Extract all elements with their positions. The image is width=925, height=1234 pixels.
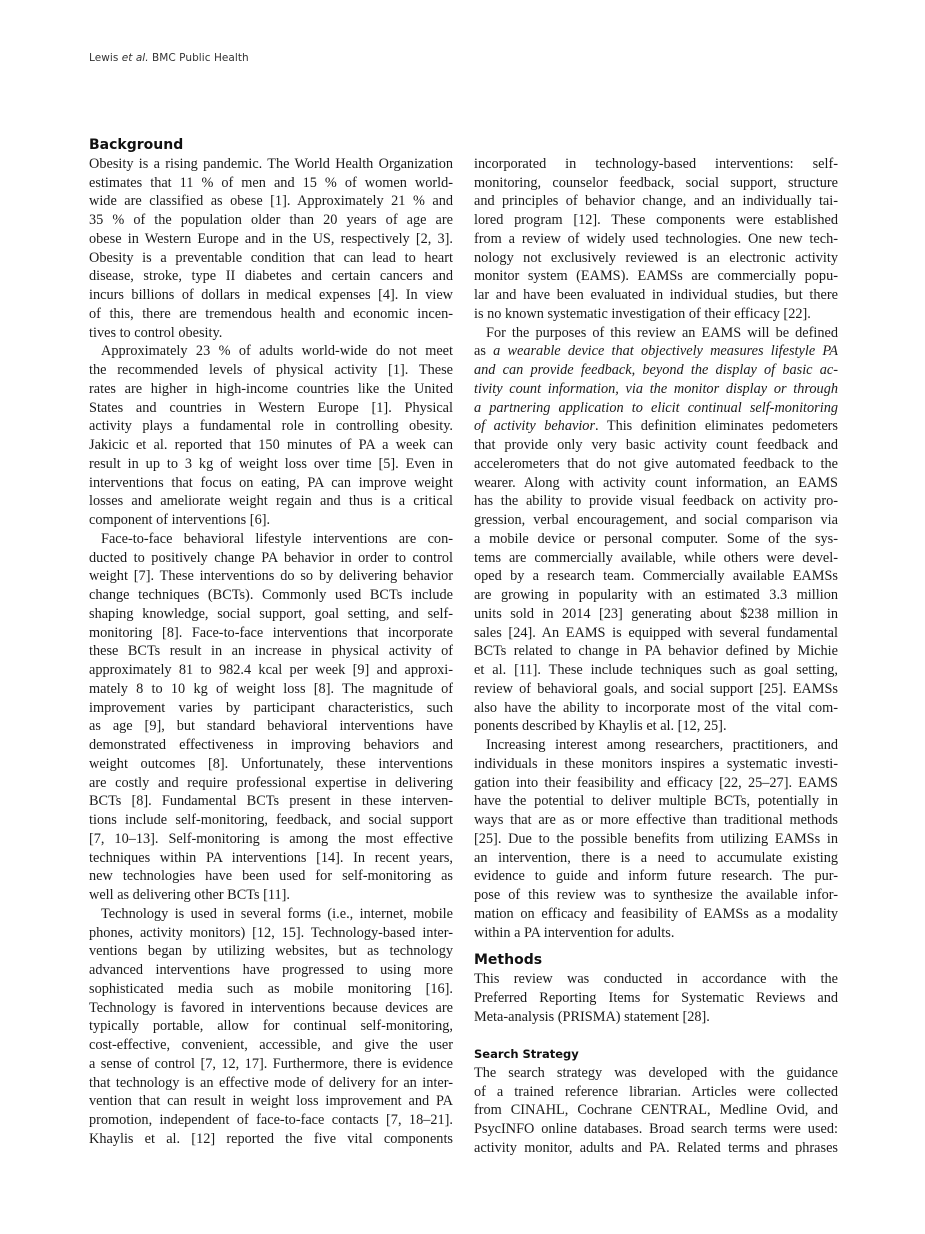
text-line: weight [7]. These interventions do so by delivering behavior [89, 568, 453, 585]
text-line: approximately 81 to 982.4 kcal per week [9] and approxi- [89, 662, 453, 678]
text-line: estimates that 11 % of men and 15 % of women world- [89, 174, 453, 191]
text-line: losses and ameliorate weight regain and thus is a critical [89, 493, 453, 510]
text-line: rates are higher in high-income countries like the United [89, 380, 453, 397]
text-line: sophisticated media such as mobile monitoring [16]. [89, 980, 453, 997]
text-line: incurs billions of dollars in medical expenses [4]. In view [89, 287, 453, 303]
text-line: gression, verbal encouragement, and social comparison via [474, 512, 838, 528]
text-line: gation into their feasibility and efficacy [22, 25–27]. EAMS [474, 774, 838, 791]
definition-italic: a wearable device that objectively measures lifestyle PA [493, 343, 839, 360]
text-line: Obesity is a preventable condition that can lead to heart [89, 249, 453, 266]
text-line: [25]. Due to the possible benefits from utilizing EAMSs in [474, 830, 838, 847]
text-line: lar and have been evaluated in individual studies, but there [474, 287, 838, 303]
text-line: monitoring, counselor feedback, social support, structure [474, 174, 838, 191]
text-line: well as delivering other BCTs [11]. [89, 887, 290, 903]
text-line: vention that can result in weight loss improvement and PA [89, 1093, 453, 1110]
text-line: typically portable, allow for continual self-monitoring, [89, 1018, 453, 1035]
text-line: advanced interventions have progressed to using more [89, 962, 453, 978]
text-line: tems are commercially available, while others were devel- [474, 549, 838, 566]
text-line: mately 8 to 10 kg of weight loss [8]. The magnitude of [89, 680, 453, 697]
paragraph-search-strategy [474, 1064, 838, 1158]
text-line: PsycINFO online databases. Broad search terms were used: [474, 1121, 838, 1137]
text-line: component of interventions [6]. [89, 512, 271, 528]
text-line: disease, stroke, type II diabetes and certain cancers and [89, 268, 453, 285]
text-line: pose of this review was to synthesize the available infor- [474, 887, 838, 903]
paragraph-methods [474, 970, 838, 1026]
text-line: cost-effective, convenient, accessible, and give the user [89, 1037, 453, 1053]
text-line: is no known systematic investigation of their efficacy [22]. [474, 305, 811, 322]
text-fragment: as [474, 343, 494, 360]
text-line: Increasing interest among researchers, practitioners, and [486, 737, 838, 753]
text-line: Approximately 23 % of adults world-wide do not meet [101, 343, 453, 360]
text-line: review of behavioral goals, and social support [25]. EAMSs [474, 680, 838, 697]
section-spacer [474, 942, 838, 951]
text-line: accelerometers that do not give automated feedback to the [474, 455, 838, 472]
text-line: For the purposes of this review an EAMS will be defined [486, 324, 838, 341]
text-line: BCTs [8]. Fundamental BCTs present in these interven- [89, 793, 453, 810]
text-line: phones, activity monitors) [12, 15]. Technology-based inter- [89, 924, 453, 941]
text-line: of this, there are tremendous health and economic incen- [89, 305, 453, 322]
text-line: wide are classified as obese [1]. Approximately 21 % and [89, 193, 453, 210]
running-head [89, 52, 249, 64]
text-line: from a review of widely used technologies. One new tech- [474, 230, 838, 247]
text-line: and principles of behavior change, and an individually tai- [474, 193, 838, 210]
text-line: [7, 10–13]. Self-monitoring is among the most effective [89, 830, 453, 847]
running-head-journal: BMC Public Health [148, 52, 249, 64]
section-spacer [474, 1026, 838, 1045]
text-line: tions include self-monitoring, feedback, and social support [89, 812, 453, 828]
text-line: weight outcomes [8]. Unfortunately, these interventions [89, 755, 453, 772]
text-line: Face-to-face behavioral lifestyle interventions are con- [101, 530, 453, 547]
paragraph-background-4 [89, 905, 453, 1149]
text-line: Khaylis et al. [12] reported the five vital components [89, 1130, 453, 1147]
text-line: Meta-analysis (PRISMA) statement [28]. [474, 1008, 710, 1025]
running-head-author: Lewis [89, 52, 122, 64]
text-line [474, 342, 838, 361]
text-line: oped by a research team. Commercially available EAMSs [474, 568, 838, 585]
paragraph-eams-definition [474, 324, 838, 737]
text-line: also have the ability to incorporate most of the vital com- [474, 699, 838, 716]
text-line: improvement varies by participant characteristics, such [89, 699, 453, 716]
text-line: of a trained reference librarian. Articles were collected [474, 1083, 838, 1100]
subsection-heading-search-strategy: Search Strategy [474, 1047, 579, 1061]
text-line: States and countries in Western Europe [1]. Physical [89, 399, 453, 416]
text-line: wearer. Along with activity count information, an EAMS [474, 474, 838, 491]
text-line [474, 417, 838, 436]
right-column [474, 136, 838, 1158]
paragraph-background-2 [89, 342, 453, 530]
text-line: promotion, independent of face-to-face contacts [7, 18–21]. [89, 1112, 453, 1128]
paragraph-background-5 [474, 155, 838, 324]
text-line: techniques within PA interventions [14]. In recent years, [89, 849, 453, 866]
text-line: incorporated in technology-based interventions: self- [474, 155, 838, 172]
text-line: a sense of control [7, 12, 17]. Furthermore, there is evidence [89, 1055, 453, 1072]
text-line: sales [24]. An EAMS is equipped with several fundamental [474, 624, 838, 641]
text-line: demonstrated effectiveness in improving behaviors and [89, 737, 453, 753]
text-line: an intervention, there is a need to accumulate existing [474, 849, 838, 866]
text-line: Jakicic et al. reported that 150 minutes of PA a week can [89, 437, 453, 453]
text-line [474, 399, 838, 418]
text-line: nology not exclusively reviewed is an electronic activity [474, 249, 838, 266]
text-line: ponents described by Khaylis et al. [12, 25]. [474, 718, 727, 735]
text-line: has the ability to provide visual feedback on activity pro- [474, 493, 838, 510]
paragraph-background-3 [89, 530, 453, 905]
text-line: have the potential to deliver multiple BCTs, potentially in [474, 793, 838, 810]
text-line: units sold in 2014 [23] generating about $238 million in [474, 605, 838, 622]
text-line: that provide only very basic activity count feedback and [474, 437, 838, 453]
text-line: monitor system (EAMS). EAMSs are commercially popu- [474, 268, 838, 285]
text-line: 35 % of the population older than 20 years of age are [89, 212, 453, 228]
text-line: Technology is favored in interventions because devices are [89, 999, 453, 1016]
paragraph-review-purpose [474, 736, 838, 942]
text-line: within a PA intervention for adults. [474, 924, 675, 941]
text-line: This review was conducted in accordance with the [474, 971, 838, 987]
definition-italic: and can provide feedback, beyond the display of basic ac- [474, 362, 838, 378]
definition-italic: tivity count information, via the monitor display or through [474, 380, 838, 397]
text-line: from CINAHL, Cochrane CENTRAL, Medline Ovid, and [474, 1102, 838, 1119]
text-line [474, 361, 838, 380]
text-line: The search strategy was developed with the guidance [474, 1064, 838, 1081]
text-line: mation on efficacy and feasibility of EAMSs as a modality [474, 905, 838, 922]
running-head-etal: et al. [121, 52, 149, 64]
definition-italic: a partnering application to elicit continual self-monitoring [474, 399, 838, 416]
section-heading-methods: Methods [474, 952, 543, 969]
text-line: are growing in popularity with an estimated 3.3 million [474, 587, 838, 603]
column-top-spacer [474, 136, 838, 155]
text-line: as age [9], but standard behavioral interventions have [89, 718, 453, 735]
text-line: Preferred Reporting Items for Systematic Reviews and [474, 989, 838, 1006]
text-line: that technology is an effective mode of delivery for an inter- [89, 1074, 453, 1091]
paragraph-background-1 [89, 155, 453, 343]
text-line: Obesity is a rising pandemic. The World Health Organization [89, 155, 453, 172]
section-heading-background: Background [89, 137, 184, 153]
text-line [474, 380, 838, 399]
text-line: change techniques (BCTs). Commonly used BCTs include [89, 587, 453, 603]
text-fragment: . This definition eliminates pedometers [595, 418, 838, 435]
text-line: et al. [11]. These include techniques such as goal setting, [474, 662, 838, 678]
text-line: individuals in these monitors inspires a systematic investi- [474, 755, 838, 772]
left-column [89, 136, 453, 1149]
text-line: evidence to guide and inform future research. The pur- [474, 868, 838, 885]
text-line: obese in Western Europe and in the US, respectively [2, 3]. [89, 230, 453, 247]
text-line: ducted to positively change PA behavior in order to control [89, 549, 453, 566]
text-line: a mobile device or personal computer. Some of the sys- [474, 530, 838, 547]
text-line: activity monitor, adults and PA. Related terms and phrases [474, 1139, 838, 1156]
text-line: activity plays a fundamental role in controlling obesity. [89, 418, 453, 435]
text-line: shaping knowledge, social support, goal setting, and self- [89, 605, 453, 622]
text-line: ventions began by utilizing websites, but as technology [89, 943, 453, 960]
text-line: are costly and require professional expertise in delivering [89, 774, 453, 791]
text-line: monitoring [8]. Face-to-face interventions that incorporate [89, 624, 453, 641]
text-line: ways that are as or more effective than traditional methods [474, 812, 838, 828]
text-line: BCTs related to change in PA behavior defined by Michie [474, 643, 838, 660]
text-line: interventions that focus on eating, PA can improve weight [89, 474, 453, 491]
definition-italic: of activity behavior [474, 418, 596, 435]
text-line: lored program [12]. These components were established [474, 212, 838, 228]
text-line: tives to control obesity. [89, 324, 223, 341]
text-line: Technology is used in several forms (i.e., internet, mobile [101, 905, 453, 922]
text-line: new technologies have been used for self-monitoring as [89, 868, 453, 885]
text-line: these BCTs result in an increase in physical activity of [89, 643, 453, 660]
text-line: result in up to 3 kg of weight loss over time [5]. Even in [89, 455, 453, 472]
text-line: the recommended levels of physical activity [1]. These [89, 362, 453, 378]
